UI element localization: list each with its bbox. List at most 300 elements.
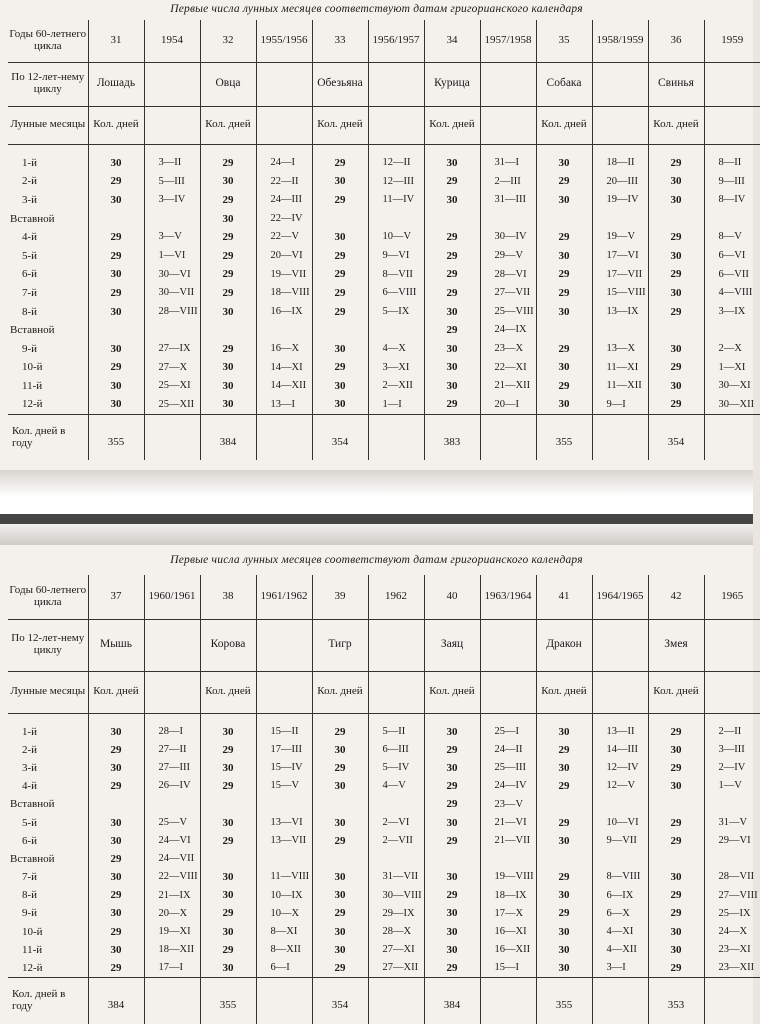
empty-cell [704,414,760,460]
days-in-month: 30 [536,359,592,378]
month-start-date: 27—II [158,744,187,756]
month-start-date: 3—III [718,744,745,756]
month-start-date: 13—IX [606,305,639,317]
month-start-date: 19—V [606,231,636,243]
month-start-date: 22—XI [494,361,527,373]
empty-cell [592,414,648,460]
month-label: 8-й [8,303,88,322]
days-in-year: 383 [424,414,480,460]
month-start-date: 21—XII [494,380,531,392]
header-years-row [8,575,760,619]
days-in-month: 29 [536,377,592,396]
months-label: Лунные месяцы [8,671,88,713]
month-row [8,814,760,832]
lunar-calendar-table-37-42 [8,575,760,1024]
days-in-month: 29 [312,759,368,777]
empty-cell [480,671,536,713]
days-in-month: 29 [88,741,144,759]
month-start-date [592,321,648,340]
days-in-month: 29 [648,154,704,173]
gregorian-year: 1961/1962 [256,575,312,619]
spacer-cell [648,144,704,154]
month-start-date: 24—I [270,157,295,169]
month-start-date: 6—VI [718,250,746,262]
days-in-month: 29 [200,941,256,959]
days-in-month [648,321,704,340]
month-start-date: 31—III [494,194,526,206]
month-start-date: 3—V [158,231,182,243]
month-start-date: 6—VIII [382,287,417,299]
month-start-date: 12—IV [606,762,639,774]
days-in-month: 29 [88,850,144,868]
days-in-month [312,210,368,229]
days-in-month [648,796,704,814]
days-in-month: 30 [88,941,144,959]
month-start-date [144,210,200,229]
days-count-label: Кол. дней [312,106,368,144]
month-label: 11-й [8,941,88,959]
month-start-date: 24—VI [158,834,191,846]
days-in-month: 30 [648,923,704,941]
empty-cell [592,62,648,106]
days-in-month: 30 [88,396,144,415]
days-in-month: 30 [536,247,592,266]
month-start-date [256,321,312,340]
gregorian-year: 1959 [704,20,760,62]
month-start-date: 8—II [718,157,742,169]
days-in-month [312,796,368,814]
month-start-date: 28—VII [718,871,755,883]
empty-cell [480,619,536,671]
month-label: 6-й [8,266,88,285]
cycle-number: 37 [88,575,144,619]
days-in-year: 354 [312,414,368,460]
month-start-date: 25—I [494,725,519,737]
spacer-cell [8,144,88,154]
days-in-month: 29 [424,266,480,285]
month-start-date: 30—XII [718,398,755,410]
days-in-month: 29 [200,191,256,210]
month-start-date: 31—VII [382,871,419,883]
days-in-month [88,796,144,814]
spacer-cell [256,144,312,154]
month-start-date: 4—VIII [718,287,753,299]
days-in-month: 29 [88,359,144,378]
month-start-date [256,796,312,814]
month-start-date: 16—XII [494,944,531,956]
month-start-date: 13—VI [270,816,303,828]
month-label: 4-й [8,228,88,247]
month-start-date: 24—X [718,925,748,937]
days-in-month: 29 [88,959,144,977]
month-start-date: 15—VIII [606,287,646,299]
month-row [8,191,760,210]
month-row [8,723,760,741]
days-in-month: 30 [312,741,368,759]
month-start-date: 25—XI [158,380,191,392]
month-start-date [480,210,536,229]
month-start-date: 25—V [158,816,188,828]
days-in-month: 29 [648,396,704,415]
days-in-month: 29 [200,284,256,303]
cycle-number: 40 [424,575,480,619]
cycle-number: 39 [312,575,368,619]
days-in-month: 30 [648,247,704,266]
days-in-month: 29 [200,228,256,247]
days-in-month: 29 [88,923,144,941]
days-in-month: 29 [648,723,704,741]
days-in-month: 30 [424,359,480,378]
month-start-date: 2—VII [382,834,413,846]
empty-cell [480,62,536,106]
month-start-date: 4—X [382,342,406,354]
years-label: Годы 60-летнего цикла [8,20,88,62]
month-start-date: 30—VII [158,287,195,299]
days-in-month: 30 [536,923,592,941]
empty-cell [256,671,312,713]
month-label: 1-й [8,154,88,173]
month-start-date: 17—III [270,744,302,756]
month-start-date [368,850,424,868]
year-total-row [8,414,760,460]
days-in-year: 354 [312,978,368,1024]
days-in-month: 29 [536,228,592,247]
month-start-date: 16—XI [494,925,527,937]
days-in-month [88,210,144,229]
empty-cell [704,671,760,713]
cycle-number: 42 [648,575,704,619]
month-label: 6-й [8,832,88,850]
month-start-date: 21—VI [494,816,527,828]
month-start-date: 30—XI [718,380,751,392]
month-start-date: 10—V [382,231,412,243]
month-start-date: 20—I [494,398,519,410]
spacer-cell [8,713,88,723]
gregorian-year: 1963/1964 [480,575,536,619]
month-start-date: 9—III [718,175,745,187]
days-in-month: 30 [200,923,256,941]
days-in-month: 30 [312,923,368,941]
month-start-date: 26—IV [158,780,191,792]
empty-cell [704,978,760,1024]
month-label: Вставной [8,210,88,229]
days-in-month: 29 [424,173,480,192]
days-in-month: 30 [648,173,704,192]
month-start-date: 27—IX [158,342,191,354]
month-start-date: 22—V [270,231,300,243]
spacer-cell [88,713,144,723]
month-label: 3-й [8,191,88,210]
month-start-date: 25—III [494,762,526,774]
month-start-date: 24—IV [494,780,527,792]
month-start-date: 12—III [382,175,414,187]
days-count-label: Кол. дней [648,671,704,713]
month-start-date: 10—X [270,907,300,919]
days-in-month: 29 [536,340,592,359]
month-start-date [368,321,424,340]
year-total-row [8,978,760,1024]
days-in-month: 30 [648,284,704,303]
days-in-month: 30 [200,377,256,396]
days-in-month: 30 [424,340,480,359]
days-in-month: 29 [312,905,368,923]
month-label: 1-й [8,723,88,741]
empty-cell [256,62,312,106]
month-start-date: 11—XI [606,361,639,373]
empty-cell [592,671,648,713]
empty-cell [256,106,312,144]
month-start-date: 23—XI [718,944,751,956]
month-start-date: 23—X [494,342,524,354]
days-in-month: 30 [648,340,704,359]
spacer-cell [312,713,368,723]
month-start-date: 17—VII [606,268,643,280]
spacer-cell [424,713,480,723]
spacer-cell [592,713,648,723]
days-in-month: 30 [536,191,592,210]
days-in-month: 29 [312,154,368,173]
month-row [8,778,760,796]
table-caption: Первые числа лунных месяцев соответствуют датам григорианского календаря [170,3,583,15]
month-label: 11-й [8,377,88,396]
month-start-date: 27—XI [382,944,415,956]
month-start-date [704,850,760,868]
days-in-month [200,321,256,340]
intercalary-month-row [8,321,760,340]
month-start-date: 31—I [494,157,519,169]
month-row [8,959,760,977]
days-in-month: 29 [312,247,368,266]
month-start-date: 6—IX [606,889,634,901]
month-start-date: 11—VIII [270,871,310,883]
empty-cell [256,619,312,671]
days-count-label: Кол. дней [200,671,256,713]
month-start-date: 31—V [718,816,748,828]
page-gap [0,470,753,545]
days-in-month: 29 [536,869,592,887]
month-start-date: 19—XI [158,925,191,937]
days-in-month: 29 [424,228,480,247]
empty-cell [144,106,200,144]
days-in-month: 30 [536,303,592,322]
days-in-month: 30 [648,869,704,887]
days-in-month: 30 [312,887,368,905]
days-in-month: 29 [200,778,256,796]
cycle12-label: По 12-лет-нему циклу [8,619,88,671]
days-in-month: 30 [424,905,480,923]
days-in-month: 30 [88,869,144,887]
spacer-cell [480,713,536,723]
days-in-month: 29 [648,832,704,850]
month-start-date: 18—VIII [270,287,310,299]
days-in-month: 30 [88,905,144,923]
month-start-date: 20—VI [270,250,303,262]
month-start-date: 2—III [494,175,521,187]
cycle-number: 32 [200,20,256,62]
month-start-date: 22—IV [270,212,303,224]
days-count-label: Кол. дней [648,106,704,144]
cycle-number: 33 [312,20,368,62]
month-start-date: 9—VII [606,834,637,846]
days-in-month [536,796,592,814]
month-start-date: 8—IV [718,194,746,206]
days-in-month: 29 [312,303,368,322]
days-in-month [536,210,592,229]
month-label: 10-й [8,359,88,378]
animal-sign: Курица [424,62,480,106]
days-in-month: 30 [648,377,704,396]
month-start-date: 28—X [382,925,412,937]
month-start-date: 17—X [494,907,524,919]
month-start-date [592,796,648,814]
days-in-month: 29 [648,759,704,777]
days-in-month: 29 [648,814,704,832]
header-days-row [8,106,760,144]
days-in-month: 29 [88,173,144,192]
days-in-month: 29 [424,741,480,759]
days-in-month: 30 [312,340,368,359]
month-start-date: 2—IV [718,762,746,774]
month-start-date: 23—XII [718,962,755,974]
animal-sign: Овца [200,62,256,106]
days-in-month: 30 [536,154,592,173]
month-start-date: 20—III [606,175,638,187]
month-start-date: 8—VII [382,268,413,280]
days-in-year: 355 [88,414,144,460]
month-row [8,905,760,923]
month-start-date: 15—V [270,780,300,792]
month-label: 2-й [8,741,88,759]
month-start-date: 17—VI [606,250,639,262]
month-start-date: 30—VIII [382,889,422,901]
days-in-month: 29 [200,741,256,759]
month-row [8,923,760,941]
days-in-month: 29 [536,905,592,923]
month-start-date: 5—IX [382,305,410,317]
month-start-date: 1—V [718,780,742,792]
month-start-date: 3—II [158,157,182,169]
spacer-cell [536,713,592,723]
days-in-month: 30 [200,210,256,229]
month-start-date [144,796,200,814]
days-in-month [312,321,368,340]
month-start-date: 19—VIII [494,871,534,883]
month-start-date: 9—I [606,398,626,410]
month-start-date: 5—III [158,175,185,187]
month-start-date: 3—IX [718,305,746,317]
month-start-date: 1—VI [158,250,186,262]
month-start-date: 2—X [718,342,742,354]
month-start-date: 29—IX [382,907,415,919]
days-in-year: 355 [200,978,256,1024]
days-in-month: 30 [424,941,480,959]
days-in-month: 29 [424,959,480,977]
days-in-month: 30 [88,340,144,359]
animal-sign: Свинья [648,62,704,106]
days-in-month: 29 [648,959,704,977]
days-in-month: 29 [536,741,592,759]
days-in-month: 30 [312,396,368,415]
header-signs-row [8,619,760,671]
intercalary-month-row [8,796,760,814]
months-label: Лунные месяцы [8,106,88,144]
month-start-date [704,321,760,340]
days-count-label: Кол. дней [424,671,480,713]
month-row [8,266,760,285]
days-in-year: 384 [200,414,256,460]
month-start-date: 13—VII [270,834,307,846]
month-start-date: 5—II [382,725,406,737]
month-row [8,941,760,959]
month-start-date: 8—XII [270,944,301,956]
empty-cell [704,619,760,671]
days-in-month: 30 [88,191,144,210]
empty-cell [592,978,648,1024]
month-start-date: 13—I [270,398,295,410]
lunar-calendar-table-31-36 [8,20,760,460]
spacer-row [8,713,760,723]
month-start-date: 24—II [494,744,523,756]
animal-sign: Тигр [312,619,368,671]
month-start-date: 8—VIII [606,871,641,883]
empty-cell [144,62,200,106]
month-row [8,396,760,415]
header-signs-row [8,62,760,106]
days-in-month: 29 [536,284,592,303]
total-label: Кол. дней в году [8,414,88,460]
month-start-date: 14—XI [270,361,303,373]
cycle-number: 36 [648,20,704,62]
month-start-date: 15—I [494,962,519,974]
days-in-month: 29 [424,887,480,905]
days-in-month: 30 [200,173,256,192]
month-row [8,887,760,905]
days-in-month: 30 [536,396,592,415]
animal-sign: Мышь [88,619,144,671]
days-in-month: 29 [200,266,256,285]
month-row [8,173,760,192]
month-row [8,340,760,359]
days-in-month: 29 [312,284,368,303]
days-in-month: 29 [88,284,144,303]
month-start-date: 3—XI [382,361,410,373]
month-label: 3-й [8,759,88,777]
days-in-month: 30 [424,869,480,887]
month-start-date: 25—IX [718,907,751,919]
days-in-month: 30 [88,832,144,850]
month-start-date: 11—IV [382,194,415,206]
days-in-year: 384 [424,978,480,1024]
month-start-date: 10—VI [606,816,639,828]
month-start-date [592,850,648,868]
days-in-year: 355 [536,978,592,1024]
days-in-month: 29 [312,959,368,977]
days-in-month: 30 [536,832,592,850]
days-in-month: 30 [88,814,144,832]
month-start-date: 24—VII [158,853,195,865]
empty-cell [592,106,648,144]
spacer-cell [144,144,200,154]
gregorian-year: 1965 [704,575,760,619]
month-row [8,759,760,777]
month-start-date: 19—IV [606,194,639,206]
days-in-year: 354 [648,414,704,460]
animal-sign: Собака [536,62,592,106]
month-start-date: 13—II [606,725,635,737]
spacer-cell [368,144,424,154]
month-start-date: 12—II [382,157,411,169]
empty-cell [592,619,648,671]
